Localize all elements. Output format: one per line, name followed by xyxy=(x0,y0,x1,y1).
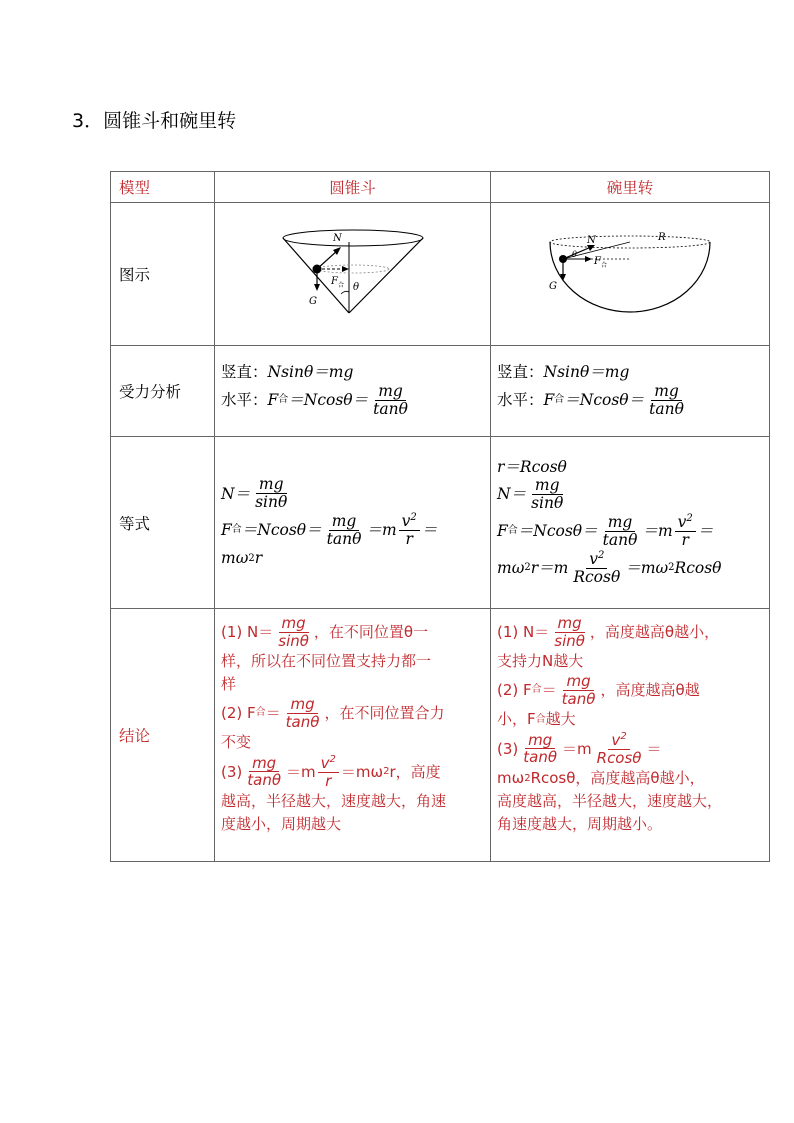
fraction-mg-sin xyxy=(551,615,588,650)
cone-omega-line xyxy=(221,549,486,568)
p3-post-end: r，高度 xyxy=(389,762,441,781)
v: v xyxy=(589,550,599,569)
r-equals-m: r＝m xyxy=(530,558,569,577)
r-cos: Rcosθ xyxy=(674,558,722,577)
p2-prefix: (2) F xyxy=(221,704,256,723)
cone-f-line xyxy=(221,512,486,549)
v: v xyxy=(677,513,687,532)
fraction-den: Rcosθ xyxy=(573,568,621,587)
p3-prefix: (3) xyxy=(221,762,243,781)
fraction-mg-tan xyxy=(370,383,411,419)
row-label-force: 受力分析 xyxy=(111,346,215,437)
horizontal-equation: ＝Ncosθ＝ xyxy=(288,390,369,409)
theta-arc xyxy=(341,291,349,294)
bowl-p3-l4: 角速度越大，周期越小。 xyxy=(497,815,663,834)
vertical-equation: Nsinθ＝mg xyxy=(543,363,630,382)
header-model: 模型 xyxy=(111,172,215,203)
cone-diagram xyxy=(263,228,443,320)
cone-equation-cell xyxy=(215,437,491,609)
n-equals: N＝ xyxy=(497,485,527,504)
fraction-mg-tan xyxy=(646,383,687,419)
equals-m: ＝m xyxy=(366,521,397,540)
fraction-v2-r xyxy=(318,754,339,790)
p3-mid: ＝m xyxy=(562,739,592,758)
p1-suffix: ，高度越高θ越小， xyxy=(589,623,720,641)
p2-cont-sub: 合 xyxy=(535,713,546,725)
bowl-diagram xyxy=(535,228,725,320)
bowl-figure-cell xyxy=(491,203,770,346)
fraction-num xyxy=(586,550,607,569)
bowl-p2-cont xyxy=(497,708,765,731)
fraction-den: sinθ xyxy=(278,631,309,650)
p2-sub: 合 xyxy=(255,707,266,719)
f-symbol: F xyxy=(267,390,279,409)
fraction-mg-tan xyxy=(324,513,365,549)
v-exp: 2 xyxy=(686,513,693,525)
bowl-f-line xyxy=(497,513,765,550)
p3-post: ＝mω xyxy=(340,762,384,781)
label-theta: θ xyxy=(572,250,577,259)
f-equation: ＝Ncosθ＝ xyxy=(517,521,598,540)
fraction-num: mg xyxy=(249,755,279,773)
p3-l2-exp: 2 xyxy=(524,772,531,784)
label-F: F xyxy=(330,276,338,287)
fraction-den: tanθ xyxy=(373,399,408,418)
cone-p1-end: 样 xyxy=(221,675,237,693)
horizontal-prefix: 水平： xyxy=(497,390,544,409)
fraction-v2-rcos xyxy=(594,731,645,767)
bowl-p1-line xyxy=(497,615,765,650)
label-R: R xyxy=(658,232,666,243)
bowl-equation-cell xyxy=(491,437,770,609)
p1-suffix: ，在不同位置θ一 xyxy=(313,623,429,641)
cone-p3-line xyxy=(221,754,486,790)
omega-exp: 2 xyxy=(248,552,255,564)
fraction-num: mg xyxy=(375,383,406,401)
cone-horizontal-line xyxy=(221,383,486,419)
fraction-num xyxy=(675,513,696,532)
p1-prefix: (1) N＝ xyxy=(497,623,550,641)
horizontal-prefix: 水平： xyxy=(221,390,268,409)
label-F-sub: 合 xyxy=(601,262,608,269)
cone-right-wall xyxy=(349,238,423,313)
p2-suffix: ，高度越高θ越 xyxy=(600,681,700,699)
fraction-mg-tan xyxy=(283,696,323,731)
p2-eq: ＝ xyxy=(265,704,281,723)
row-label-figure: 图示 xyxy=(111,203,215,346)
fraction-den: r xyxy=(325,771,332,790)
p3-end: ＝ xyxy=(646,739,662,758)
p2-prefix: (2) F xyxy=(497,681,532,699)
f-symbol: F xyxy=(543,390,555,409)
v: v xyxy=(320,754,330,773)
bowl-p3-line xyxy=(497,731,765,767)
header-cone: 圆锥斗 xyxy=(215,172,491,203)
section-heading: 3．圆锥斗和碗里转 xyxy=(72,110,237,132)
p2-sub: 合 xyxy=(531,684,542,696)
horizontal-equation: ＝Ncosθ＝ xyxy=(564,390,645,409)
fraction-num: mg xyxy=(525,732,555,750)
bowl-omega-line xyxy=(497,550,765,587)
r-symbol: r xyxy=(254,549,263,568)
bowl-conclusion-cell xyxy=(491,609,770,862)
fraction-num: mg xyxy=(555,615,585,633)
cone-conclusion-cell xyxy=(215,609,491,862)
bowl-p1-cont: 支持力N越大 xyxy=(497,651,584,670)
f-symbol: F xyxy=(221,521,232,540)
fraction-v2-r xyxy=(675,513,696,550)
bowl-r-line xyxy=(497,458,765,477)
cone-p3-l2: 越高，半径越大，速度越大，角速 xyxy=(221,792,447,810)
fraction-den: tanθ xyxy=(285,712,320,731)
fraction-mg-tan xyxy=(600,514,641,550)
fraction-den: Rcosθ xyxy=(596,748,642,767)
fraction-num xyxy=(608,731,629,750)
label-F: F xyxy=(594,256,601,267)
bowl-p2-line xyxy=(497,673,765,708)
bowl-p3-l2 xyxy=(497,767,765,790)
r-equation: r＝Rcosθ xyxy=(497,457,567,476)
fraction-num xyxy=(318,754,339,773)
cone-p1-cont: 样，所以在不同位置支持力都一 xyxy=(221,651,432,670)
fraction-mg-tan xyxy=(559,673,599,708)
cone-p2-line xyxy=(221,696,486,731)
row-label-equation: 等式 xyxy=(111,437,215,609)
v-exp: 2 xyxy=(410,512,417,524)
equals-m-omega: ＝mω xyxy=(625,558,669,577)
vertical-equation: Nsinθ＝mg xyxy=(267,363,354,382)
fraction-den: tanθ xyxy=(602,530,638,549)
fraction-den: tanθ xyxy=(561,689,596,708)
cone-rim xyxy=(283,230,423,246)
fraction-den: sinθ xyxy=(554,631,585,650)
v-exp: 2 xyxy=(329,754,336,766)
vertical-prefix: 竖直： xyxy=(221,363,268,382)
fraction-mg-sin xyxy=(252,476,290,512)
p3-prefix: (3) xyxy=(497,739,519,758)
fraction-num: mg xyxy=(256,476,287,494)
f-subscript: 合 xyxy=(231,524,242,536)
fraction-den: r xyxy=(405,530,413,549)
fraction-num: mg xyxy=(563,673,593,691)
force-row xyxy=(111,346,770,437)
equals-end: ＝ xyxy=(697,521,714,540)
label-G: G xyxy=(549,281,557,292)
p3-mid: ＝m xyxy=(286,762,316,781)
net-force-arrowhead xyxy=(585,256,592,262)
fraction-den: tanθ xyxy=(326,529,362,548)
p1-prefix: (1) N＝ xyxy=(221,623,274,641)
bowl-n-line xyxy=(497,477,765,513)
f-subscript: 合 xyxy=(507,525,518,537)
fraction-mg-sin xyxy=(275,615,312,650)
fraction-num: mg xyxy=(651,383,682,401)
gravity-arrowhead xyxy=(314,284,320,291)
f-symbol: F xyxy=(497,521,508,540)
bowl-force-cell xyxy=(491,346,770,437)
label-G: G xyxy=(308,296,317,307)
label-N: N xyxy=(332,233,342,244)
cone-p3-l3: 度越小，周期越大 xyxy=(221,815,342,834)
bowl-horizontal-line xyxy=(497,383,765,419)
fraction-num xyxy=(399,512,420,531)
fraction-den: tanθ xyxy=(649,399,684,418)
bowl-vertical-line xyxy=(497,363,765,382)
fraction-v2-r xyxy=(399,512,420,549)
p2-cont-a: 小，F xyxy=(497,709,536,728)
conclusion-row xyxy=(111,609,770,862)
fraction-den: sinθ xyxy=(531,494,564,513)
v: v xyxy=(611,731,621,749)
header-row xyxy=(111,172,770,203)
fraction-num: mg xyxy=(287,696,317,714)
equals-end: ＝ xyxy=(421,521,438,540)
equals-m: ＝m xyxy=(642,521,673,540)
cone-figure-cell xyxy=(215,203,491,346)
omega-exp-2: 2 xyxy=(668,562,675,574)
v-exp: 2 xyxy=(598,550,605,562)
cone-p1-line xyxy=(221,615,486,650)
f-subscript: 合 xyxy=(278,394,289,406)
f-subscript: 合 xyxy=(554,394,565,406)
fraction-den: sinθ xyxy=(255,493,288,512)
p3-post-exp: 2 xyxy=(383,765,390,777)
fraction-num: mg xyxy=(329,513,360,531)
label-N: N xyxy=(587,235,596,246)
p2-suffix: ，在不同位置合力 xyxy=(324,704,445,723)
n-equals: N＝ xyxy=(221,484,251,503)
cone-force-cell xyxy=(215,346,491,437)
label-theta: θ xyxy=(352,282,359,293)
fraction-num: mg xyxy=(279,615,309,633)
p3-l2a: mω xyxy=(497,768,525,787)
v: v xyxy=(401,512,411,531)
p3-l2b: Rcosθ，高度越高θ越小， xyxy=(530,768,705,787)
fraction-den: r xyxy=(681,531,689,550)
label-F-sub: 合 xyxy=(337,282,344,289)
fraction-mg-sin xyxy=(528,477,566,513)
f-equation: ＝Ncosθ＝ xyxy=(241,521,322,540)
fraction-mg-tan xyxy=(520,732,560,767)
fraction-mg-tan xyxy=(244,755,284,790)
vertical-prefix: 竖直： xyxy=(497,363,544,382)
fraction-num: mg xyxy=(532,477,563,495)
bowl-p3-l3: 高度越高，半径越大，速度越大， xyxy=(497,792,723,810)
cone-p2-end: 不变 xyxy=(221,733,252,751)
net-force-arrowhead xyxy=(342,266,349,272)
fraction-den: tanθ xyxy=(523,748,558,766)
row-label-conclusion: 结论 xyxy=(111,609,215,862)
fraction-v2-rcos xyxy=(570,550,623,587)
p2-eq: ＝ xyxy=(541,681,557,699)
m-omega: mω xyxy=(221,549,249,568)
comparison-table xyxy=(110,171,770,862)
fraction-den: tanθ xyxy=(247,771,282,790)
figure-row xyxy=(111,203,770,346)
cone-n-line xyxy=(221,476,486,512)
omega-exp: 2 xyxy=(524,562,531,574)
m-omega: mω xyxy=(497,558,525,577)
equation-row xyxy=(111,437,770,609)
v-exp: 2 xyxy=(620,731,627,742)
header-bowl: 碗里转 xyxy=(491,172,770,203)
cone-vertical-line xyxy=(221,363,486,382)
fraction-num: mg xyxy=(605,514,636,532)
p2-cont-b: 越大 xyxy=(545,709,576,728)
